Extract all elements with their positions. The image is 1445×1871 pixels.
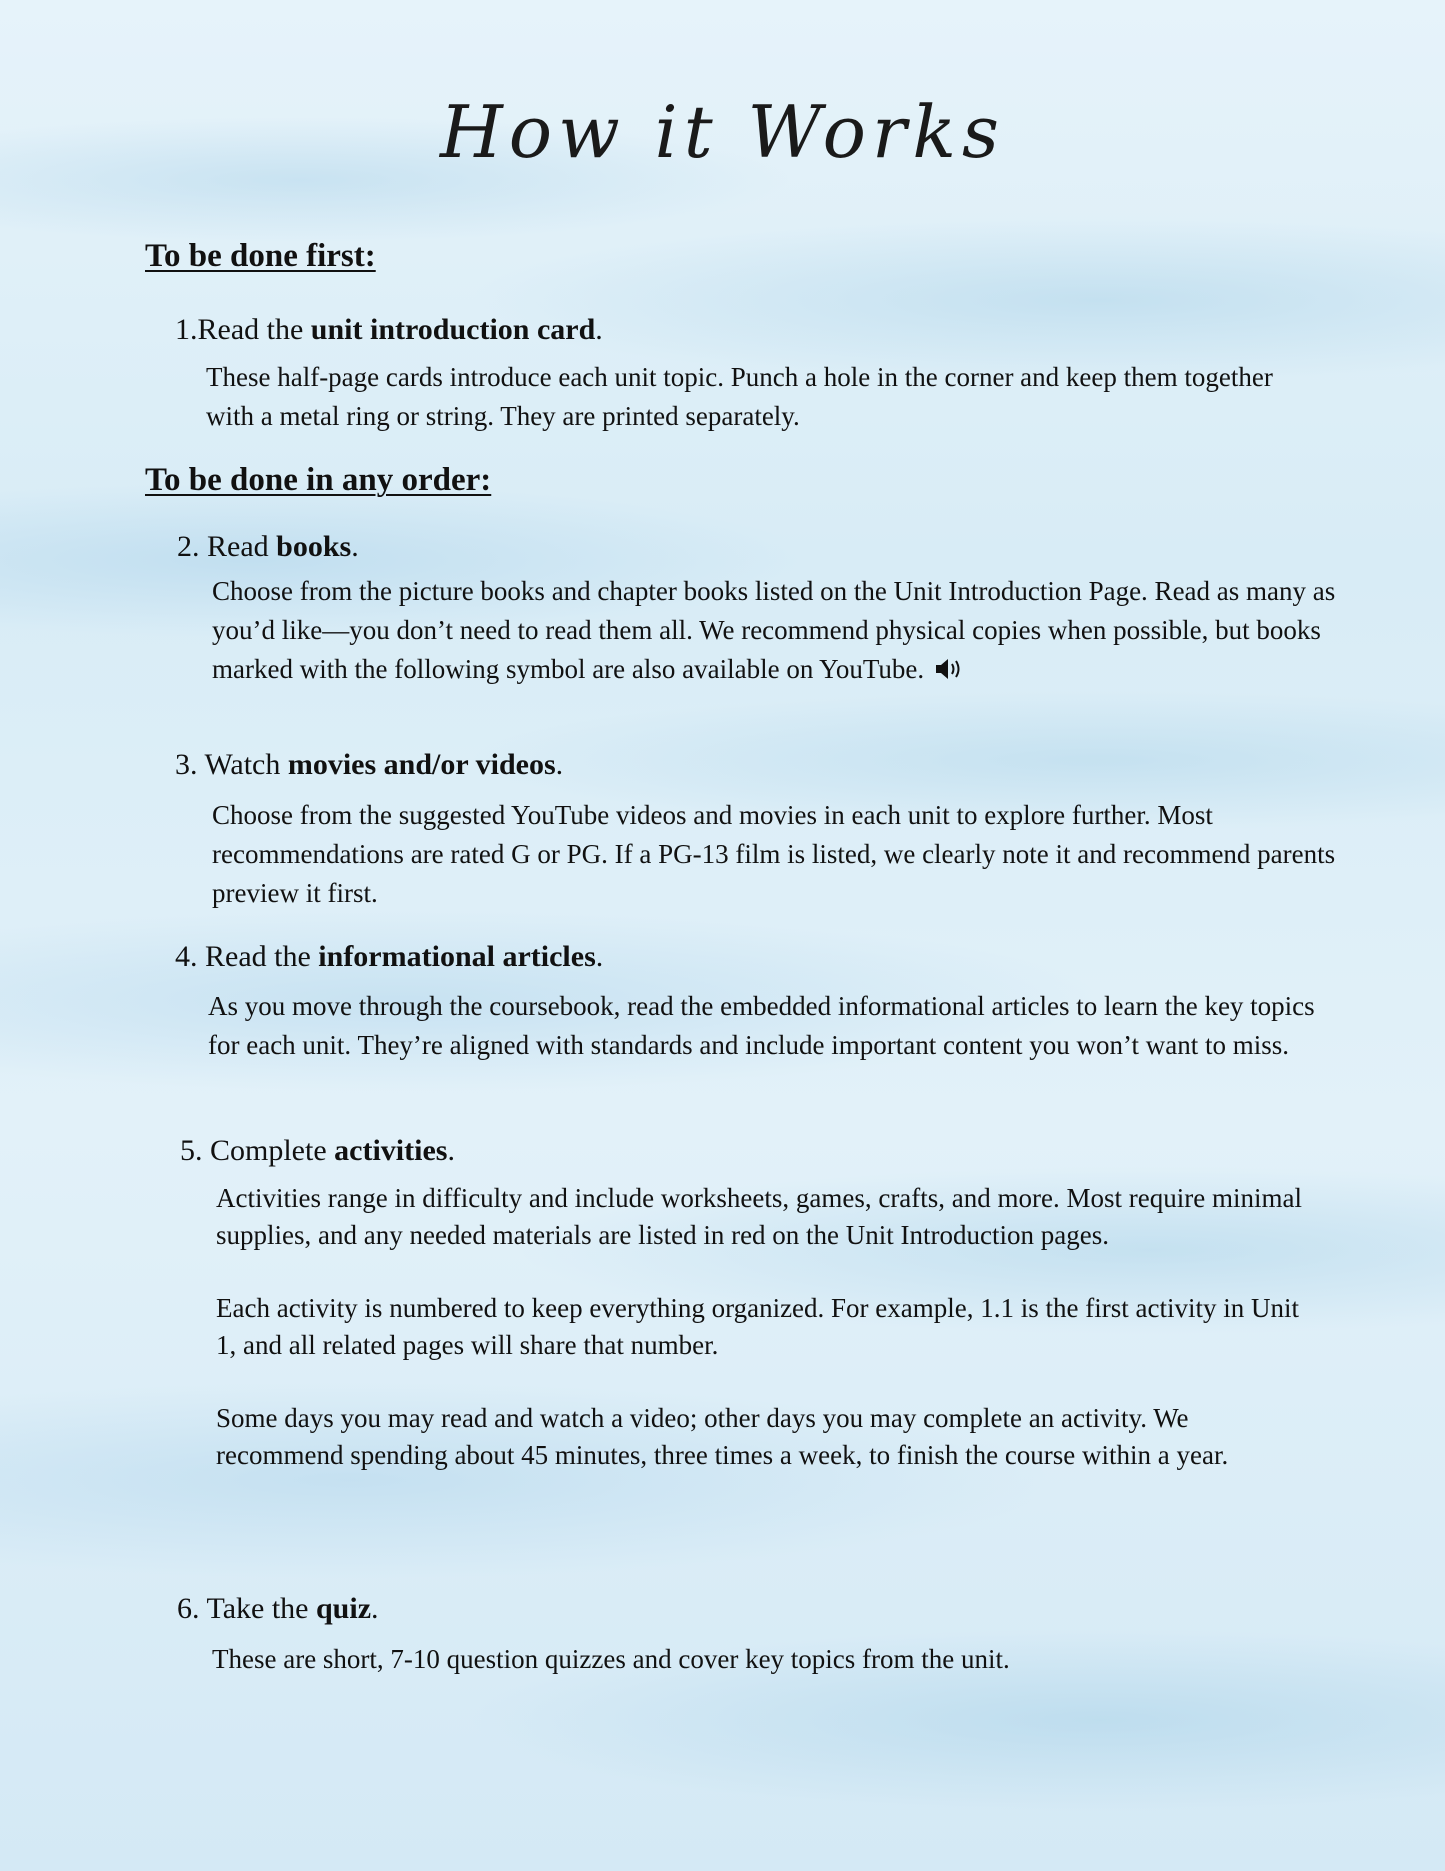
section-heading-any-order: To be done in any order:	[145, 462, 492, 498]
item-2-body: Choose from the picture books and chapter books listed on the Unit Introduction Page. Read as many as you’d like—you don’t need to read them all. We recommend physical copies when possible, but books marked with the following symbol are also available on YouTube.	[212, 572, 1342, 691]
item-5-body: Activities range in difficulty and include worksheets, games, crafts, and more. Most require minimal supplies, and any needed materials are listed in red on the Unit Introduction pages. Each activity is numbered to keep everything organized. For example, 1.1 is the first activity in Unit 1, and all related pages will share that number. Some days you may read and watch a video; other days you may complete an activity. We recommend spending about 45 minutes, three times a week, to finish the course within a year.	[216, 1183, 1302, 1470]
item-1-title: 1.Read the unit introduction card.	[175, 313, 603, 346]
speaker-icon	[934, 652, 962, 691]
item-4-body: As you move through the coursebook, read the embedded informational articles to learn the key topics for each unit. They’re aligned with standards and include important content you won’t want to miss.	[208, 991, 1315, 1060]
page-title: How it Works	[440, 90, 1005, 174]
item-6-body: These are short, 7-10 question quizzes and cover key topics from the unit.	[212, 1644, 1010, 1674]
item-6-title: 6. Take the quiz.	[177, 1592, 379, 1625]
item-5-title: 5. Complete activities.	[180, 1134, 455, 1167]
item-1-body: These half-page cards introduce each unit topic. Punch a hole in the corner and keep them together with a metal ring or string. They are printed separately.	[206, 362, 1273, 431]
item-3-body: Choose from the suggested YouTube videos and movies in each unit to explore further. Most recommendations are rated G or PG. If a PG-13 film is listed, we clearly note it and recommend parents preview it first.	[212, 800, 1336, 908]
item-2-title: 2. Read books.	[177, 530, 359, 563]
item-3-title: 3. Watch movies and/or videos.	[175, 748, 564, 781]
item-4-title: 4. Read the informational articles.	[175, 940, 604, 973]
section-heading-first: To be done first:	[145, 238, 376, 274]
